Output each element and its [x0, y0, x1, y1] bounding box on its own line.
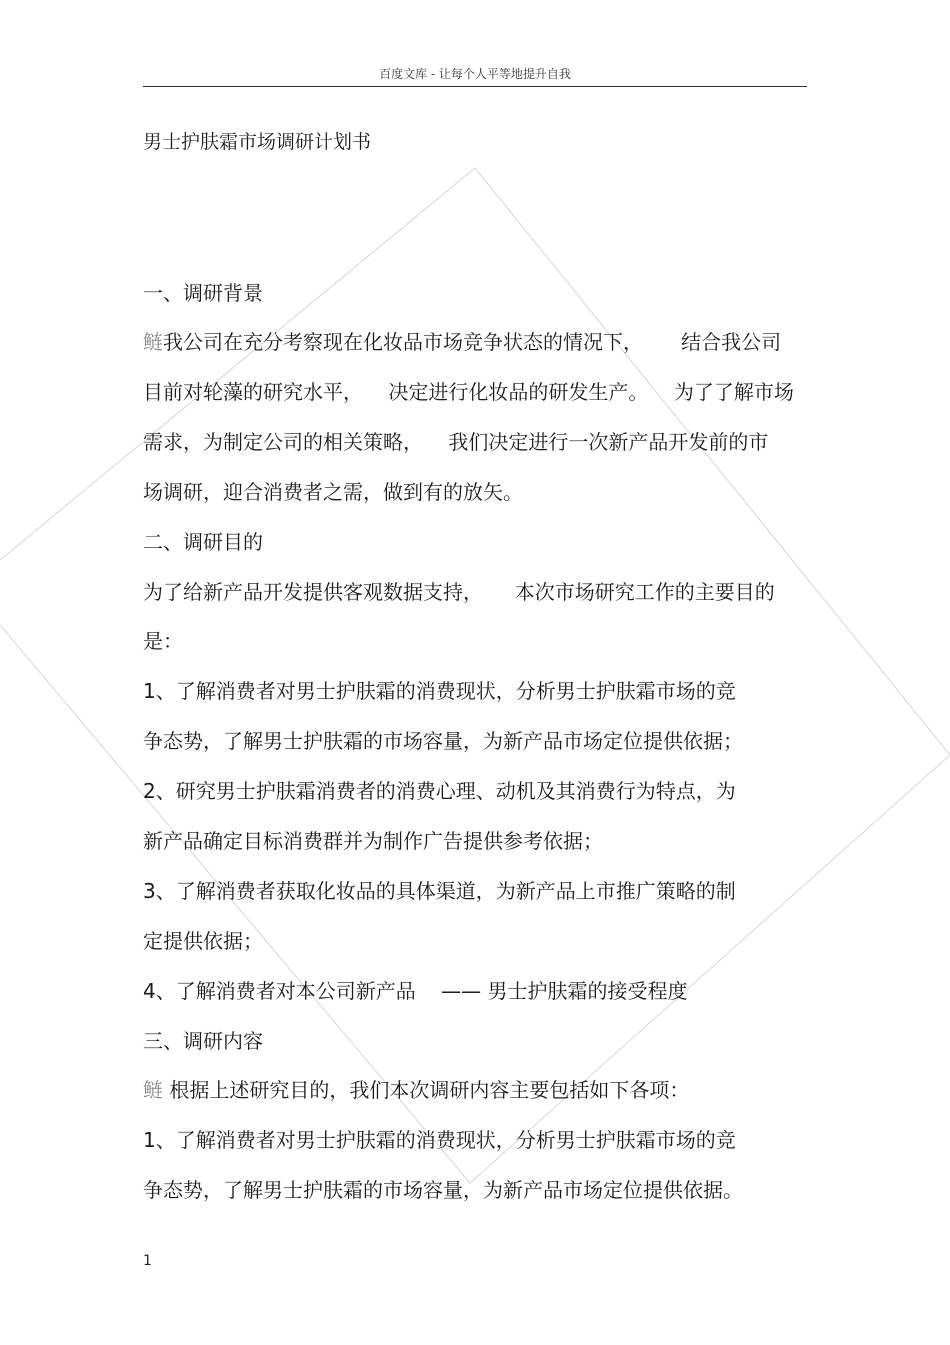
list-item-line: 1、了解消费者对男士护肤霜的消费现状，分析男士护肤霜市场的竞 [143, 1128, 736, 1152]
paragraph-line-text: 我公司在充分考察现在化妆品市场竞争状态的情况下， 结合我公司 [163, 330, 782, 354]
list-item-line: 争态势，了解男士护肤霜的市场容量，为新产品市场定位提供依据； [143, 729, 743, 753]
paragraph-line: 是： [143, 629, 183, 653]
list-item-line: 新产品确定目标消费群并为制作广告提供参考依据； [143, 829, 603, 853]
section-heading-content: 三、调研内容 [143, 1029, 263, 1053]
page-header: 百度文库 - 让每个人平等地提升自我 [143, 66, 807, 87]
list-item-line: 4、了解消费者对本公司新产品 —— 男士护肤霜的接受程度 [143, 979, 688, 1003]
list-item-line: 3、了解消费者获取化妆品的具体渠道，为新产品上市推广策略的制 [143, 879, 736, 903]
paragraph-line: 目前对轮藻的研究水平， 决定进行化妆品的研发生产。 为了了解市场 [143, 380, 794, 404]
document-title: 男士护肤霜市场调研计划书 [143, 131, 372, 153]
paragraph-line: 场调研，迎合消费者之需，做到有的放矢。 [143, 480, 523, 504]
list-item-line: 1、了解消费者对男士护肤霜的消费现状，分析男士护肤霜市场的竞 [143, 679, 736, 703]
section-heading-purpose: 二、调研目的 [143, 530, 263, 554]
paragraph-line [143, 1077, 807, 1103]
paragraph-line: 为了给新产品开发提供客观数据支持， 本次市场研究工作的主要目的 [143, 580, 775, 604]
bullet-glyph-icon: 鲢 [143, 330, 163, 354]
section-heading-background: 一、调研背景 [143, 281, 263, 305]
bullet-glyph-icon: 鲢 [143, 1078, 163, 1102]
list-item-line: 定提供依据； [143, 929, 263, 953]
paragraph-line: 需求，为制定公司的相关策略， 我们决定进行一次新产品开发前的市 [143, 430, 769, 454]
list-item-line: 争态势，了解男士护肤霜的市场容量，为新产品市场定位提供依据。 [143, 1178, 743, 1202]
list-item-line: 2、研究男士护肤霜消费者的消费心理、动机及其消费行为特点，为 [143, 779, 736, 803]
page-number: 1 [143, 1253, 152, 1269]
paragraph-line-text: 根据上述研究目的，我们本次调研内容主要包括如下各项： [163, 1078, 690, 1102]
paragraph-line [143, 329, 807, 355]
